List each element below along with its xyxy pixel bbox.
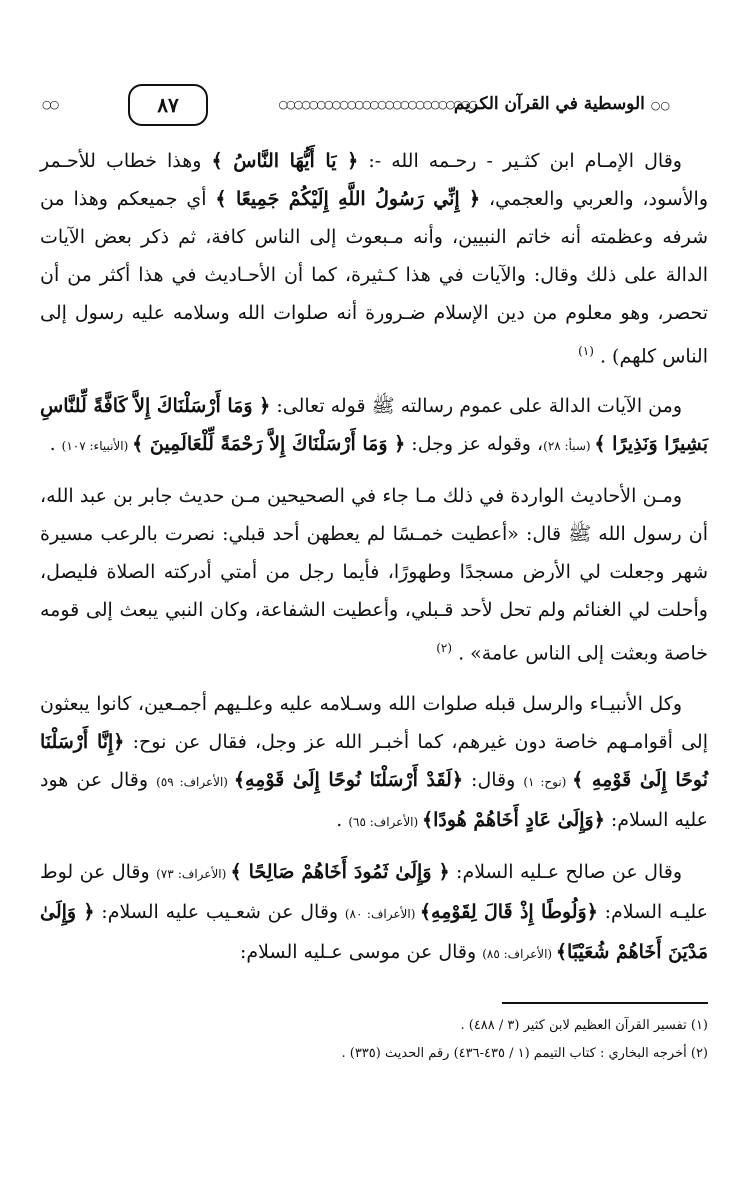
text-segment: وقال عن هود عليه السلام: [40, 768, 708, 831]
quran-verse: ﴿وَلُوطًا إِذْ قَالَ لِقَوْمِهِ﴾ [419, 900, 598, 923]
text-segment: وهذا خطاب للأحـمر والأسود، والعربي والعجمي، [40, 150, 708, 210]
quran-verse: ﴿ وَمَا أَرْسَلْنَاكَ إِلاَّ كَافَّةً لِّلنَّاسِ بَشِيرًا وَنَذِيرًا ﴾ [40, 395, 708, 456]
verse-reference: (الأعراف: ٨٠) [344, 906, 420, 921]
book-title-text: الوسطية في القرآن الكريم [453, 94, 645, 114]
paragraph [40, 477, 708, 672]
footnote: (١) تفسير القرآن العظيم لابن كثير (٣ / ٤٨٨) . [460, 1018, 708, 1033]
verse-reference: (نوح: ١) [523, 774, 573, 789]
paragraph [40, 387, 708, 465]
text-segment: وقال عن شعـيب عليه السلام: [94, 900, 345, 923]
quran-verse: ﴿لَقَدْ أَرْسَلْنَا نُوحًا إِلَىٰ قَوْمِهِ﴾ [233, 768, 463, 791]
text-segment: ، وقوله عز وجل: [405, 433, 544, 456]
title-ornament-right: ○○ [650, 99, 670, 112]
verse-reference: (الأعراف: ٥٩) [156, 774, 234, 789]
book-title [454, 94, 670, 114]
verse-reference: (الأعراف: ٨٥) [482, 946, 556, 961]
text-segment: . [49, 433, 62, 456]
footnote: (٢) أخرجه البخاري : كتاب التيمم (١ / ٤٣٥-٤٣٦) رقم الحديث (٣٣٥) . [341, 1046, 708, 1061]
header-ornament-line: ○○○○○○○○○○○○○○○○○○○○○○○○○○ [278, 98, 476, 111]
text-segment: وقال عن صالح عـليه السلام: [449, 860, 682, 883]
quran-verse: ﴿ وَإِلَىٰ ثَمُودَ أَخَاهُمْ صَالِحًا ﴾ [230, 860, 450, 883]
verse-reference: (سبأ: ٢٨) [543, 439, 595, 454]
quran-verse: ﴿إِنَّا أَرْسَلْنَا نُوحًا إِلَىٰ قَوْمِهِ ﴾ [40, 730, 708, 791]
verse-reference: (الأعراف: ٧٣) [156, 866, 231, 881]
footnote-divider [502, 1002, 708, 1004]
text-segment: ومن الآيات الدالة على عموم رسالته ﷺ قوله تعالى: [270, 395, 682, 418]
text-segment: . [336, 808, 349, 831]
paragraph [40, 685, 708, 841]
text-segment: وقال عن موسى عـليه السلام: [240, 940, 483, 963]
paragraph [40, 142, 708, 375]
page-header [40, 80, 708, 128]
verse-reference: (الأنبياء: ١٠٧) [61, 439, 133, 454]
page-number [128, 84, 208, 126]
quran-verse: ﴿ إِنِّي رَسُولُ اللَّهِ إِلَيْكُمْ جَمِيعًا ﴾ [215, 188, 481, 210]
quran-verse: ﴿ وَإِلَىٰ مَدْيَنَ أَخَاهُمْ شُعَيْبًا﴾ [40, 900, 708, 963]
footnotes [40, 1012, 708, 1068]
header-ornament-left: ○○ [42, 98, 58, 111]
paragraph [40, 853, 708, 973]
text-segment: وكل الأنبيـاء والرسل قبله صلوات الله وسـلامه عليه وعلـيهم أجمـعين، كانوا يبعثون إلى أقوامـهم خاصة دون غيرهم، كما أخبـر الله عز وجل، فقال عن نوح: [40, 692, 708, 753]
footnote-marker: (٢) [436, 641, 453, 656]
text-segment: وقال الإمـام ابن كثـير - رحـمه الله -: [358, 150, 682, 172]
quran-verse: ﴿ يَا أَيُّهَا النَّاسُ ﴾ [211, 150, 359, 172]
text-segment: ومـن الأحاديث الواردة في ذلك مـا جاء في الصحيحين مـن حديث جابر بن عبد الله، أن رسول الله ﷺ قال: «أعطيت خمـسًا لم يعطهن أحد قبلي: نصرت بالرعب مسيرة شهر وجعلت لي الأرض مسجدًا وطهورًا، فأيما رجل من أمتي أدركته الصلاة فليصل، وأحلت لي الغنائم ولم تحل لأحد قـبلي، وأعطيت الشفاعة، وكان النبي يبعث إلى قومه خاصة وبعثت إلى الناس عامة» . [40, 485, 708, 665]
verse-reference: (الأعراف: ٦٥) [348, 814, 422, 829]
text-segment: أي جميعكم وهذا من شرفه وعظمته أنه خاتم النبيين، وأنه مـبعوث إلى الناس كافة، ثم ذكر بعض الآيات الدالة على ذلك وقال: والآيات في هذا كـثيرة، كما أن الأحـاديث في هذا أكثر من أن تحصر، وهو معلوم من دين الإسلام ضـرورة أنه صلوات الله وسلامه عليه رسول إلى الناس كلهم) . [40, 188, 708, 368]
quran-verse: ﴿وَإِلَىٰ عَادٍ أَخَاهُمْ هُودًا﴾ [422, 808, 605, 831]
body-text [40, 142, 708, 985]
text-segment: وقال عن لوط عليـه السلام: [40, 860, 708, 923]
text-segment: وقال: [462, 768, 524, 791]
page-number-text: ٨٧ [157, 93, 179, 117]
footnote-marker: (١) [578, 344, 594, 358]
quran-verse: ﴿ وَمَا أَرْسَلْنَاكَ إِلاَّ رَحْمَةً لِّلْعَالَمِينَ ﴾ [132, 433, 406, 456]
